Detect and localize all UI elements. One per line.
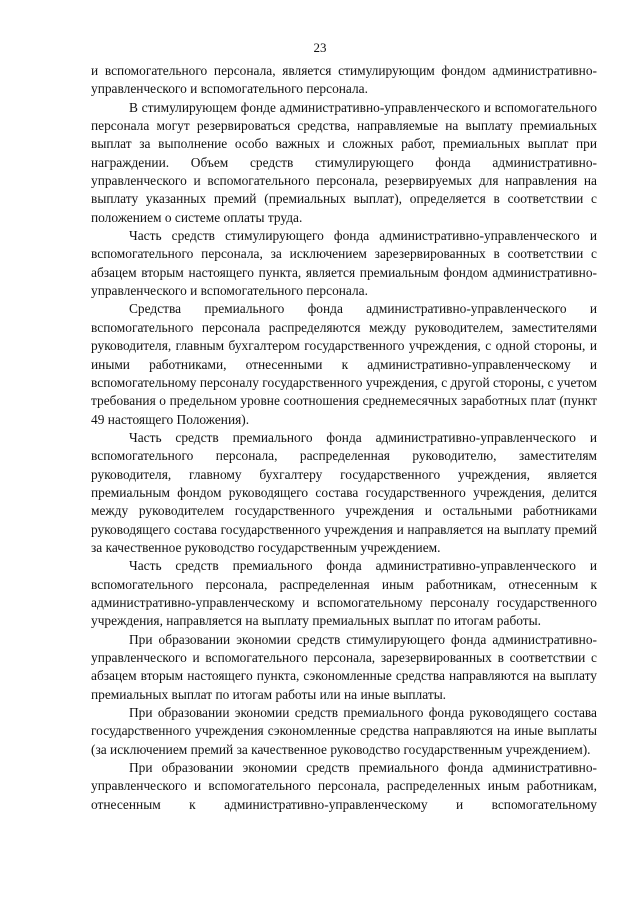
paragraph-reserve: В стимулирующем фонде административно-управленческого и вспомогательного персонала могут резервироваться средства, направляемые на выплату премиальных выплат за выполнение особо важных и сложных работ, премиальных выплат при награждении. Объем средств стимулирующего фонда административно-управленческого и вспомогательного персонала, резервируемых для направления на выплату указанных премий (премиальных выплат), определяется в соответствии с положением о системе оплаты труда. bbox=[91, 99, 597, 225]
paragraph-distribution: Средства премиального фонда административно-управленческого и вспомогательного персонала распределяются между руководителем, заместителями руководителя, главным бухгалтером государственного учреждения, с одной стороны, и иными работниками, отнесенными к административно-управленческому и вспомогательному персоналу государственного учреждения, с другой стороны, с учетом требования о предельном уровне соотношения среднемесячных заработных плат (пункт 49 настоящего Положения). bbox=[91, 301, 597, 427]
paragraph-savings-other: При образовании экономии средств премиального фонда административно-управленческого и вспомогательного персонала, распределенных иным работникам, отнесенным к административно-управленческому и вспомогательному bbox=[91, 760, 597, 812]
paragraph-management-share: Часть средств премиального фонда административно-управленческого и вспомогательного персонала, распределенная руководителю, заместителям руководителя, главному бухгалтеру государственного учреждения, является премиальным фондом руководящего состава государственного учреждения, делится между руководителем государственного учреждения и остальными работниками руководящего состава государственного учреждения и направляется на выплату премий за качественное руководство государственным учреждением. bbox=[91, 429, 597, 555]
paragraph-premium-fund: Часть средств стимулирующего фонда административно-управленческого и вспомогательного персонала, за исключением зарезервированных в соответствии с абзацем вторым настоящего пункта, является премиальным фондом административно-управленческого и вспомогательного персонала. bbox=[91, 228, 597, 299]
document-body bbox=[91, 62, 597, 814]
paragraph-savings-management: При образовании экономии средств премиального фонда руководящего состава государственного учреждения сэкономленные средства направляются на иные выплаты (за исключением премий за качественное руководство государственным учреждением). bbox=[91, 705, 597, 757]
paragraph-continuation: и вспомогательного персонала, является стимулирующим фондом административно-управленческого и вспомогательного персонала. bbox=[91, 63, 597, 97]
page-number: 23 bbox=[313, 40, 327, 55]
paragraph-other-staff-share: Часть средств премиального фонда административно-управленческого и вспомогательного персонала, распределенная иным работникам, отнесенным к административно-управленческому и вспомогательному персоналу государственного учреждения, направляется на выплату премиальных выплат по итогам работы. bbox=[91, 558, 597, 629]
paragraph-savings-stimulating: При образовании экономии средств стимулирующего фонда административно-управленческого и вспомогательного персонала, зарезервированных в соответствии с абзацем вторым настоящего пункта, сэкономленные средства направляются на выплату премиальных выплат по итогам работы или на иные выплаты. bbox=[91, 631, 597, 702]
